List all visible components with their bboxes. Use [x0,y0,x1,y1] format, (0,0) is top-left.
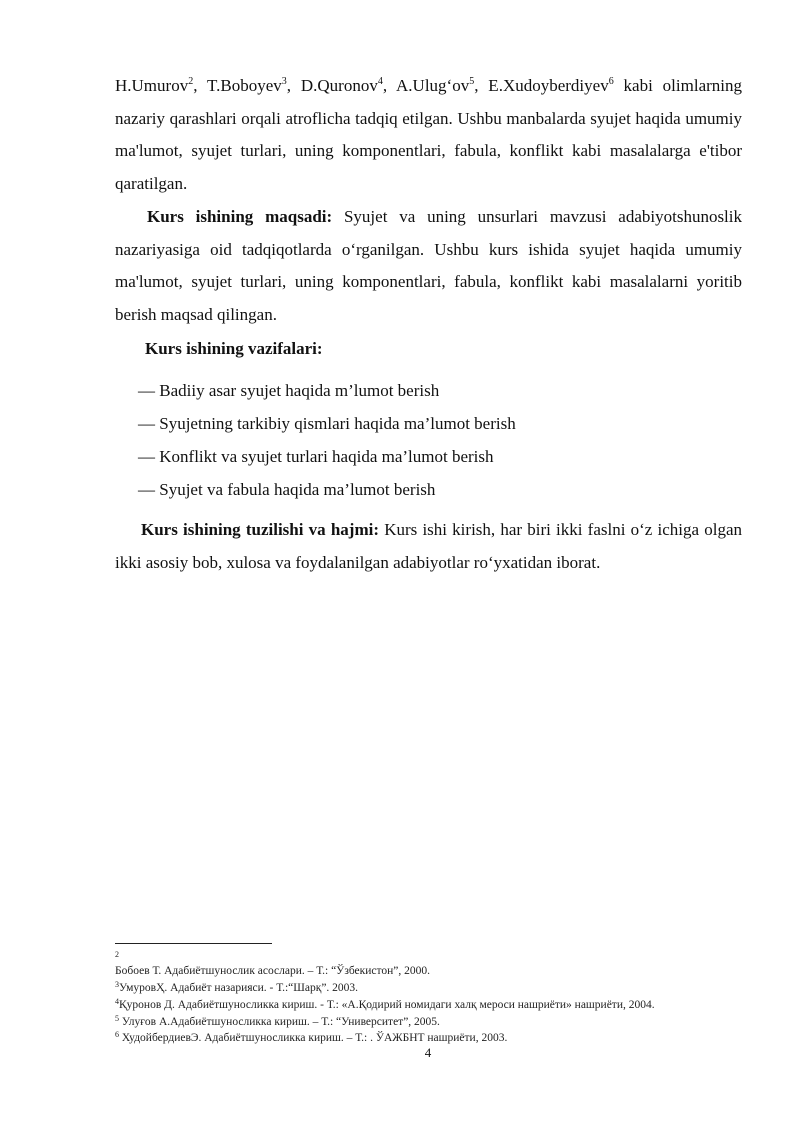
structure-text: Kurs ishi kirish, har biri ikki faslni o‘z ichiga olgan ikki asosiy bob, xulosa va foydalanilgan adabiyotlar ro‘yxatidan iborat. [115,520,742,572]
structure-paragraph [115,514,742,579]
footnote-5: $^5$ Улуғов А.Адабиётшуносликка кириш. – Т.: “Университет”, 2005. [115,1014,440,1028]
author-boboyev: , T.Boboyev [193,76,282,95]
page-number: 4 [424,1045,432,1060]
footnote-ref[interactable]: 2 [188,76,194,87]
author-ulugov: , A.Ulug‘ov [382,76,470,95]
footnote-ref[interactable]: 6 [608,76,614,87]
footnote-ref[interactable]: 5 [469,76,475,87]
author-quronov: , D.Quronov [286,76,378,95]
task-item: — Badiiy asar syujet haqida m’lumot berish [138,381,440,400]
footnote-4: $^4$Қуронов Д. Адабиётшуносликка кириш. - Т.: «А.Қодирий номидаги халқ мероси нашриёти» нашриёти, 2004. [115,997,655,1011]
tasks-heading: Kurs ishining vazifalari: [145,339,323,358]
task-item: — Konflikt va syujet turlari haqida ma’lumot berish [138,447,494,466]
intro-paragraph [115,70,742,200]
author-umurov: H.Umurov [115,76,189,95]
author-xudoyberdiyev: , E.Xudoyberdiyev [474,76,609,95]
structure-label: Kurs ishining tuzilishi va hajmi: [141,520,380,539]
goal-text: Syujet va uning unsurlari mavzusi adabiyotshunoslik nazariyasiga oid tadqiqotlarda o‘rganilgan. Ushbu kurs ishida syujet haqida umumiy ma'lumot, syujet turlari, uning komponentlari, fabula, konflikt kabi masalalarni yoritib berish maqsad qilingan. [115,207,743,324]
goal-label: Kurs ishining maqsadi: [147,207,333,226]
task-item: — Syujetning tarkibiy qismlari haqida ma’lumot berish [138,414,516,433]
footnote-2: Бобоев Т. Адабиётшунослик асослари. – Т.: “Ўзбекистон”, 2000. [115,965,431,977]
footnote-ref[interactable]: 4 [377,76,383,87]
task-item: — Syujet va fabula haqida ma’lumot berish [138,480,436,499]
footnote-separator [115,943,272,944]
tasks-list [138,374,516,506]
footnote-3: $^3$УмуровҲ. Адабиёт назарияси. - Т.:“Шарқ”. 2003. [115,980,359,994]
footnote-ref[interactable]: 3 [281,76,287,87]
goal-paragraph [115,201,742,331]
footnote-marker: 2 [115,950,119,959]
intro-text: kabi olimlarning nazariy qarashlari orqali atroflicha tadqiq etilgan. Ushbu manbalarda syujet haqida umumiy ma'lumot, syujet turlari, uning komponentlari, fabula, konflikt kabi masalalarga e'tibor qaratilgan. [115,76,743,193]
footnote-6: $^6$ ХудойбердиевЭ. Адабиётшуносликка кириш. – Т.: . ЎАЖБНТ нашриёти, 2003. [115,1030,508,1044]
